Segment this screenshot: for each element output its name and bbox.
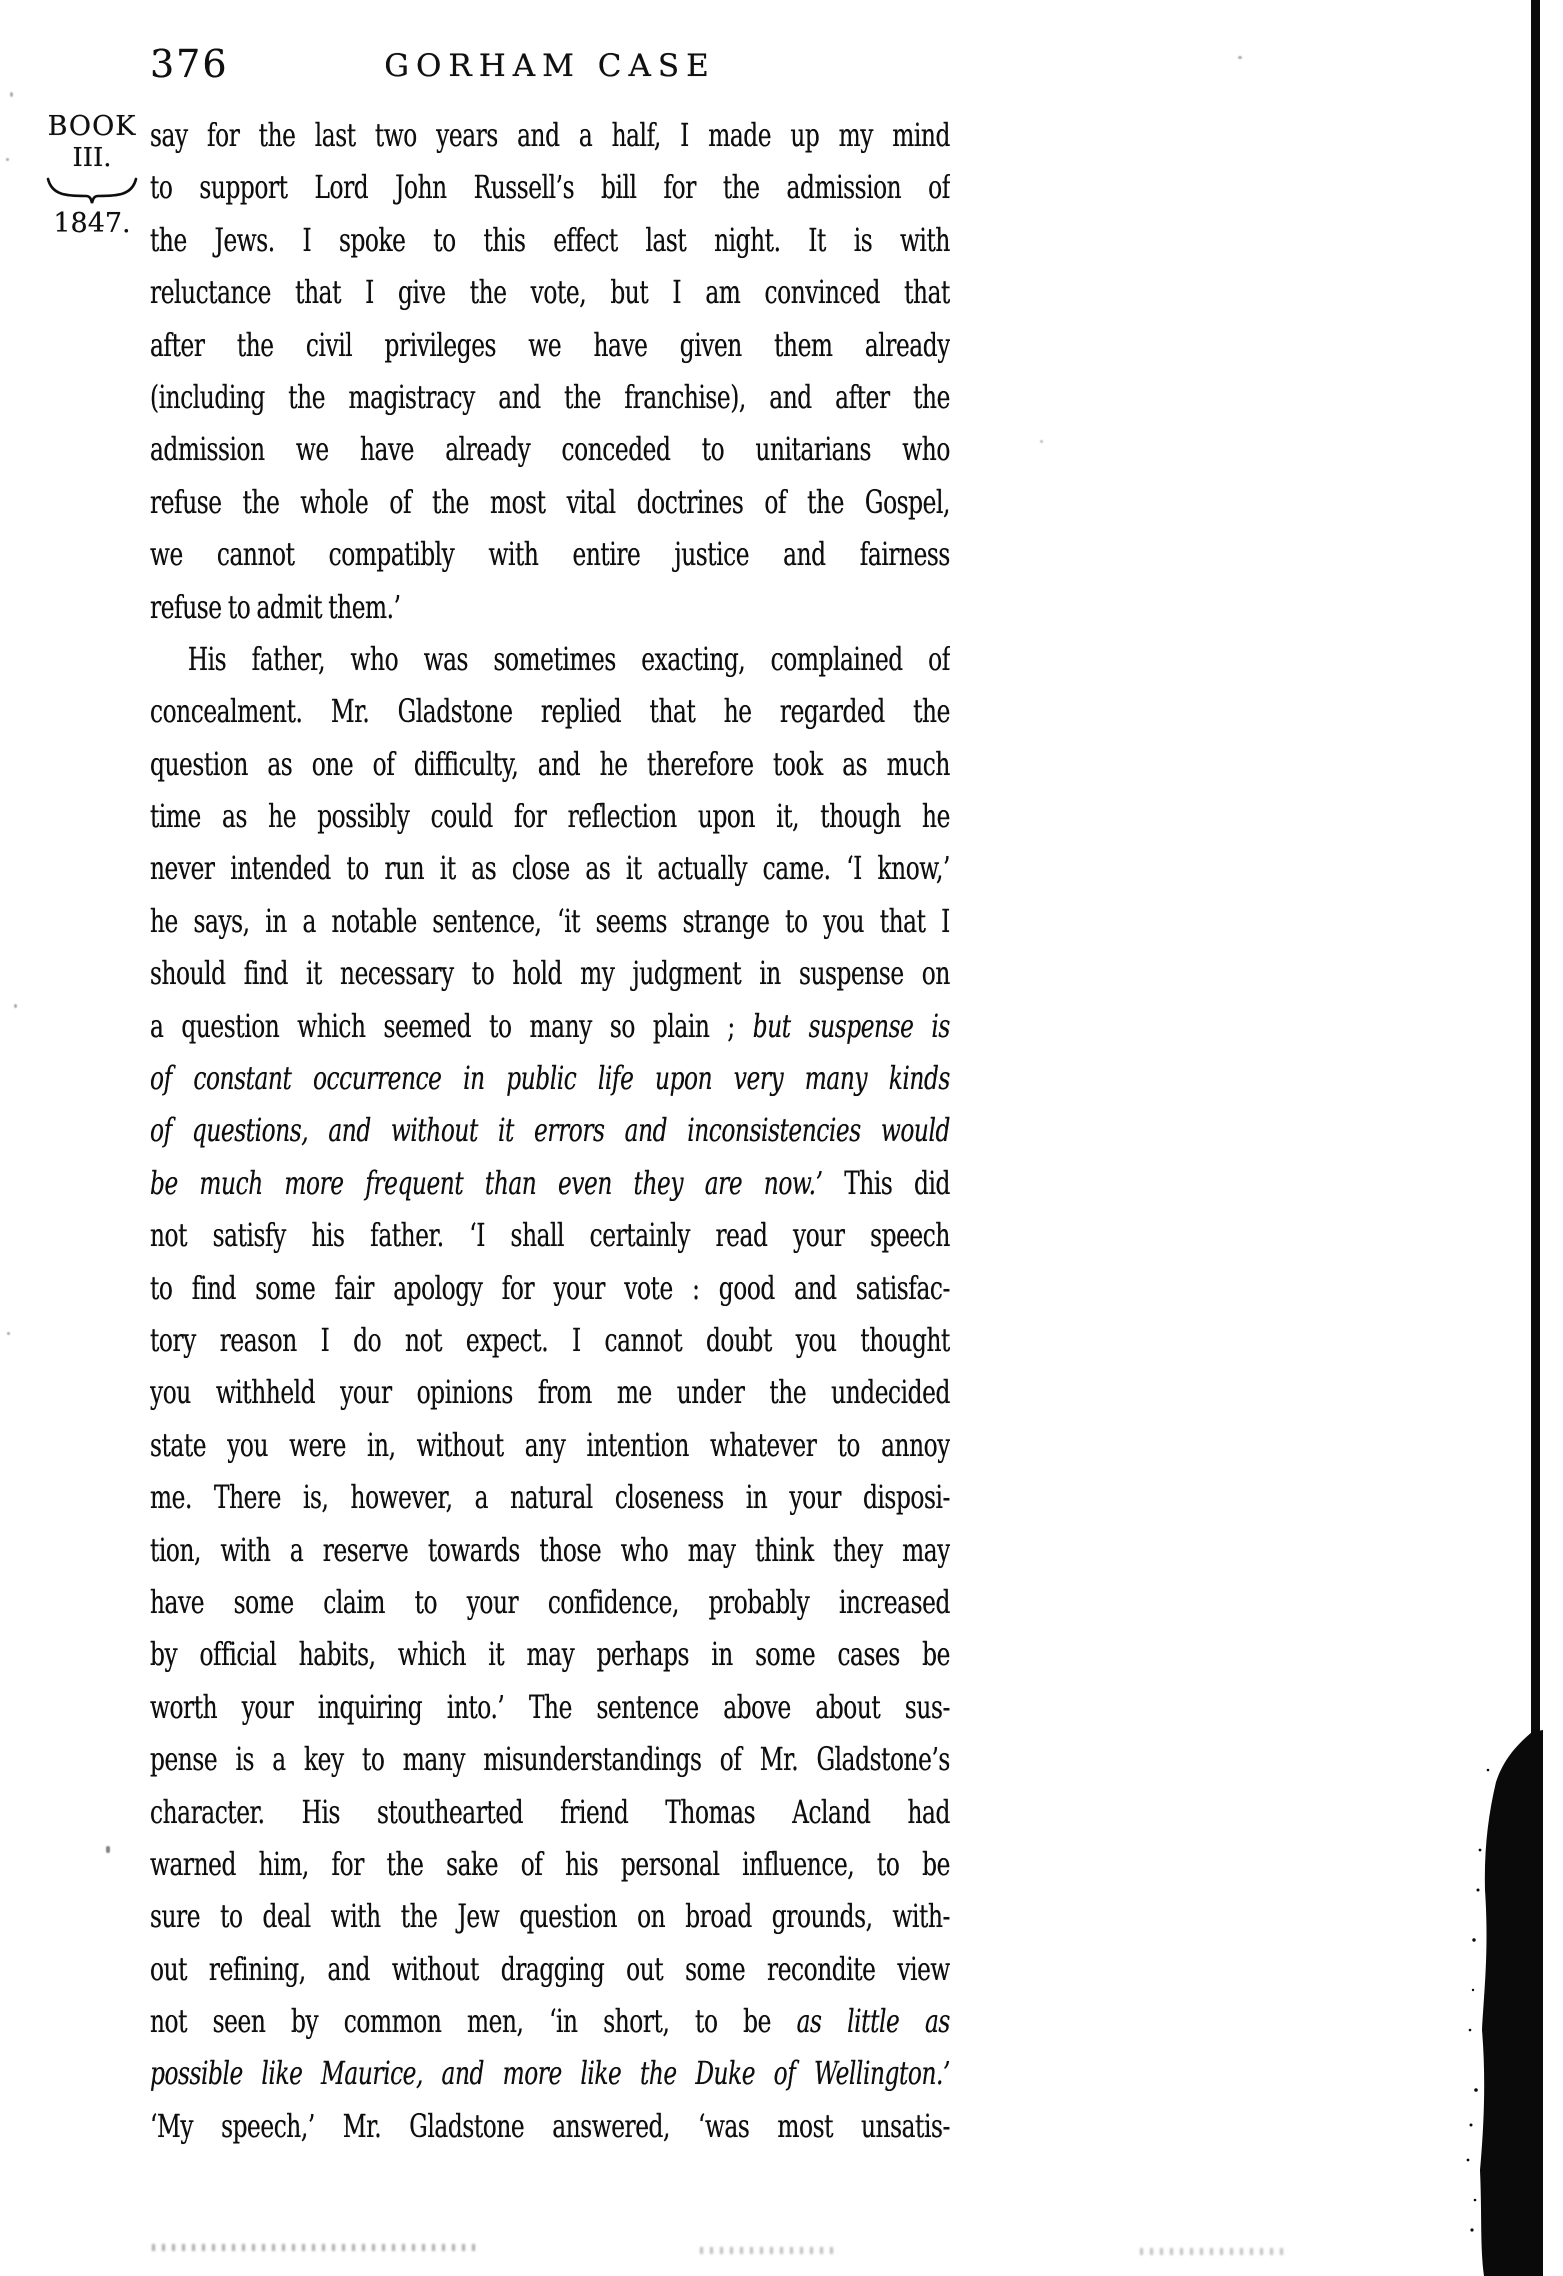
scan-speck: [10, 92, 13, 97]
text-line: [150, 738, 950, 790]
text-run: worth your inquiring into.’ The sentence above about sus-: [150, 1687, 950, 1726]
text-line: [150, 2047, 950, 2099]
text-line: [150, 1943, 950, 1995]
scan-noise-bottom: [700, 2247, 840, 2254]
scan-speck: [6, 158, 9, 161]
scan-speck: [1238, 56, 1242, 59]
margin-note: [36, 110, 148, 239]
text-line: [150, 1995, 950, 2047]
text-run: warned him, for the sake of his personal influence, to be: [150, 1844, 950, 1883]
text-run: should find it necessary to hold my judgment in suspense on: [150, 954, 950, 993]
italic-text-run: possible like Maurice, and more like the Duke of Wellington.’: [150, 2054, 950, 2093]
text-run: the Jews. I spoke to this effect last night. It is with: [150, 220, 950, 259]
text-run: we cannot compatibly with entire justice and fairness: [150, 535, 950, 574]
italic-text-run: of questions, and without it errors and inconsistencies would: [150, 1111, 950, 1150]
text-run: have some claim to your confidence, probably increased: [150, 1582, 950, 1621]
margin-book-label: BOOK: [47, 111, 137, 142]
text-line: [150, 1628, 950, 1680]
margin-year: 1847.: [53, 208, 131, 239]
text-run: tion, with a reserve towards those who may think they may: [150, 1530, 950, 1569]
text-line: [150, 1209, 950, 1261]
scan-noise-bottom: [1140, 2248, 1285, 2255]
text-run: to find some fair apology for your vote : good and satisfac-: [150, 1268, 950, 1307]
text-run: never intended to run it as close as it actually came. ‘I know,’: [150, 849, 950, 888]
margin-book-numeral: III.: [72, 143, 112, 173]
text-line: [150, 947, 950, 999]
text-run: (including the magistracy and the franchise), and after the: [150, 377, 950, 416]
text-line: [150, 1681, 950, 1733]
text-line: [150, 1838, 950, 1890]
text-line: [150, 371, 950, 423]
text-run: refuse the whole of the most vital doctrines of the Gospel,: [150, 482, 950, 521]
text-line: [150, 1786, 950, 1838]
text-line: [150, 581, 950, 633]
text-line: [150, 2100, 950, 2152]
text-line: [150, 528, 950, 580]
text-run: not satisfy his father. ‘I shall certainly read your speech: [150, 1216, 950, 1255]
italic-text-run: but suspense is: [752, 1006, 950, 1045]
text-line: [150, 790, 950, 842]
text-run: His father, who was sometimes exacting, complained of: [187, 639, 950, 678]
text-run: This did: [844, 1163, 950, 1202]
italic-text-run: of constant occurrence in public life upon very many kinds: [150, 1059, 950, 1098]
text-run: after the civil privileges we have given them already: [150, 325, 950, 364]
italic-text-run: be much more frequent than even they are now.’: [150, 1163, 845, 1202]
text-line: [150, 1576, 950, 1628]
scan-speck: [1040, 440, 1043, 443]
text-run: he says, in a notable sentence, ‘it seems strange to you that I: [150, 901, 950, 940]
text-run: concealment. Mr. Gladstone replied that he regarded the: [150, 692, 950, 731]
text-line: [150, 214, 950, 266]
text-run: pense is a key to many misunderstandings of Mr. Gladstone’s: [150, 1740, 950, 1779]
text-run: out refining, and without dragging out some recondite view: [150, 1949, 950, 1988]
text-line: [150, 423, 950, 475]
text-line: [150, 319, 950, 371]
scan-speck: [14, 1004, 17, 1008]
text-run: to support Lord John Russell’s bill for the admission of: [150, 168, 950, 207]
text-run: question as one of difficulty, and he therefore took as much: [150, 744, 950, 783]
text-line: [150, 1890, 950, 1942]
text-line: [150, 161, 950, 213]
text-line: [150, 1524, 950, 1576]
text-line: [150, 1471, 950, 1523]
running-header: GORHAM CASE: [384, 48, 716, 84]
text-run: not seen by common men, ‘in short, to be: [150, 2002, 797, 2041]
text-run: state you were in, without any intention whatever to annoy: [150, 1425, 950, 1464]
scan-noise-bottom: [152, 2244, 482, 2251]
scan-gutter-shadow: [1460, 1730, 1563, 2276]
page-number: 376: [150, 42, 229, 86]
text-run: refuse to admit them.’: [150, 587, 401, 626]
text-line: [150, 1157, 950, 1209]
text-run: you withheld your opinions from me under the undecided: [150, 1373, 950, 1412]
text-line: [150, 1419, 950, 1471]
text-line: [150, 266, 950, 318]
text-run: sure to deal with the Jew question on broad grounds, with-: [150, 1897, 950, 1936]
text-line: [150, 1314, 950, 1366]
scan-speck: [7, 1332, 10, 1335]
text-run: ‘My speech,’ Mr. Gladstone answered, ‘was most unsatis-: [150, 2106, 950, 2145]
text-line: [150, 109, 950, 161]
text-line: [150, 476, 950, 528]
text-line: [150, 1733, 950, 1785]
text-line: [150, 685, 950, 737]
text-run: a question which seemed to many so plain ;: [150, 1006, 753, 1045]
text-line: [150, 1052, 950, 1104]
text-line: [150, 1262, 950, 1314]
text-run: reluctance that I give the vote, but I am convinced that: [150, 273, 950, 312]
text-line: [150, 1104, 950, 1156]
text-line: [150, 1000, 950, 1052]
text-run: time as he possibly could for reflection upon it, though he: [150, 797, 950, 836]
brace-icon: [44, 175, 140, 205]
text-run: admission we have already conceded to unitarians who: [150, 430, 950, 469]
text-run: me. There is, however, a natural closeness in your disposi-: [150, 1478, 950, 1517]
body-text: [150, 109, 950, 2152]
text-run: tory reason I do not expect. I cannot doubt you thought: [150, 1320, 950, 1359]
text-line: [150, 895, 950, 947]
scan-speck: [106, 1846, 110, 1853]
text-run: by official habits, which it may perhaps in some cases be: [150, 1635, 950, 1674]
text-line: [150, 633, 950, 685]
text-line: [150, 1366, 950, 1418]
text-line: [150, 842, 950, 894]
text-run: say for the last two years and a half, I made up my mind: [150, 116, 950, 154]
italic-text-run: as little as: [796, 2002, 950, 2041]
text-run: character. His stouthearted friend Thomas Acland had: [150, 1792, 950, 1831]
